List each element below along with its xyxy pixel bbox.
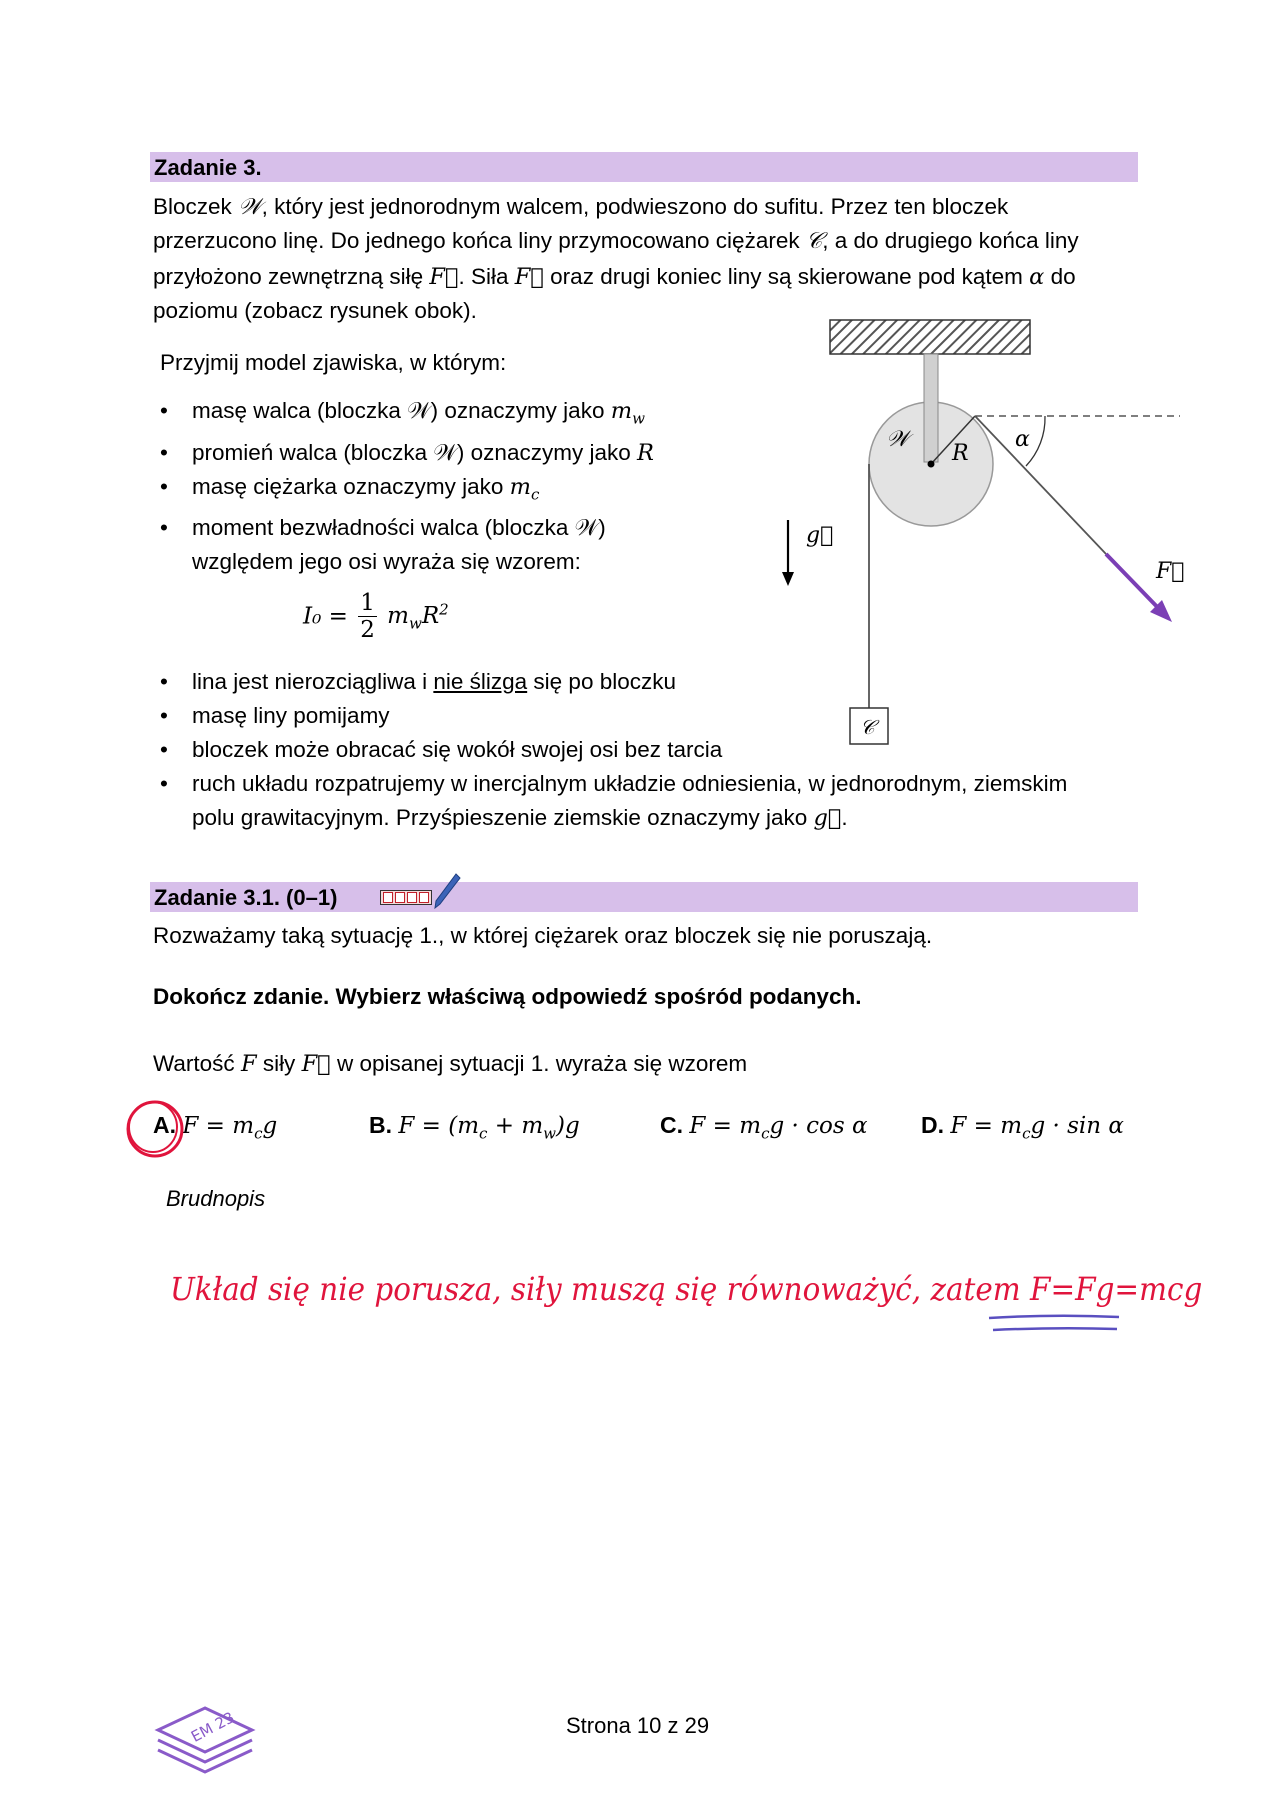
svg-text:EM 23: EM 23 bbox=[188, 1708, 238, 1746]
pen-icon bbox=[432, 872, 462, 910]
situation-text: Rozważamy taką sytuację 1., w której ciężarek oraz bloczek się nie poruszają. bbox=[153, 923, 933, 948]
hanger-rod-front bbox=[924, 354, 938, 462]
intro-line-4: poziomu (zobacz rysunek obok). bbox=[153, 298, 477, 323]
label-w: 𝒲 bbox=[886, 427, 910, 452]
page-number: Strona 10 z 29 bbox=[566, 1713, 710, 1738]
label-c: 𝒞 bbox=[860, 715, 875, 739]
list-item: • ruch układu rozpatrujemy w inercjalnym układzie odniesienia, w jednorodnym, ziemskim bbox=[160, 771, 1068, 796]
intro-line-2: przerzucono linę. Do jednego końca liny przymocowano ciężarek 𝒞, a do drugiego końca liny bbox=[153, 228, 1079, 254]
list-item: • masę liny pomijamy bbox=[160, 703, 390, 728]
task3-intro bbox=[153, 190, 1143, 328]
instruction-text: Dokończ zdanie. Wybierz właściwą odpowiedź spośród podanych. bbox=[153, 984, 862, 1009]
model-intro: Przyjmij model zjawiska, w którym: bbox=[160, 350, 507, 375]
label-r: R bbox=[952, 441, 969, 466]
list-item: • promień walca (bloczka 𝒲) oznaczymy jako R bbox=[160, 439, 654, 466]
model-bullets-top bbox=[158, 394, 654, 579]
gravity-arrowhead bbox=[782, 572, 794, 586]
list-item-continuation: polu grawitacyjnym. Przyśpieszenie ziemskie oznaczymy jako g⃗. bbox=[192, 805, 848, 831]
label-f: F⃗ bbox=[1156, 559, 1185, 584]
answer-a[interactable]: A. $F = m_cg$ bbox=[153, 1112, 278, 1143]
label-g: g⃗ bbox=[806, 523, 834, 548]
answer-c[interactable]: C. $F = m_cg \cdot \cos \alpha$ bbox=[660, 1112, 868, 1143]
list-item: • masę ciężarka oznaczymy jako $m_c$ bbox=[160, 473, 540, 503]
answer-d[interactable]: D. $F = m_cg \cdot \sin \alpha$ bbox=[921, 1112, 1124, 1143]
pulley-diagram bbox=[770, 310, 1190, 750]
list-item: • bloczek może obracać się wokół swojej osi bez tarcia bbox=[160, 737, 723, 762]
answer-b[interactable]: B. $F = (m_c + m_w)g$ bbox=[369, 1112, 580, 1143]
list-item: • masę walca (bloczka 𝒲) oznaczymy jako $m_w$ bbox=[160, 398, 645, 428]
task31-header: Zadanie 3.1. (0–1) bbox=[154, 885, 338, 910]
axis-point bbox=[928, 461, 935, 468]
logo-icon bbox=[150, 1700, 260, 1784]
intro-line-1: Bloczek 𝒲, który jest jednorodnym walcem, podwieszono do sufitu. Przez ten bloczek bbox=[153, 194, 1009, 220]
label-alpha: α bbox=[1015, 427, 1030, 452]
list-item: • lina jest nierozciągliwa i nie ślizga się po bloczku bbox=[160, 669, 677, 694]
list-item-continuation: względem jego osi wyraża się wzorem: bbox=[192, 549, 581, 574]
rope-right bbox=[975, 416, 1106, 554]
question-text: Wartość F siły F⃗ w opisanej sytuacji 1. wyraża się wzorem bbox=[153, 1051, 748, 1077]
fraction: $\frac{1}{2}$ bbox=[360, 590, 375, 643]
task3-header: Zadanie 3. bbox=[154, 155, 262, 180]
task3-header-bar bbox=[150, 152, 1138, 182]
selection-circle bbox=[122, 1096, 188, 1160]
list-item: • moment bezwładności walca (bloczka 𝒲) bbox=[160, 515, 606, 540]
score-boxes-icon bbox=[380, 890, 432, 905]
inertia-formula: I₀ = $\frac{1}{2}$ $m_wR^2$ bbox=[303, 590, 449, 643]
answer-underline bbox=[985, 1310, 1125, 1340]
intro-line-3: przyłożono zewnętrzną siłę F⃗. Siła F⃗ oraz drugi koniec liny są skierowane pod kątem α do bbox=[153, 264, 1076, 290]
ceiling bbox=[830, 320, 1030, 354]
draft-label: Brudnopis bbox=[166, 1186, 266, 1211]
handwritten-answer: Układ się nie porusza, siły muszą się równoważyć, zatem F=Fg=mcg bbox=[170, 1270, 1203, 1308]
